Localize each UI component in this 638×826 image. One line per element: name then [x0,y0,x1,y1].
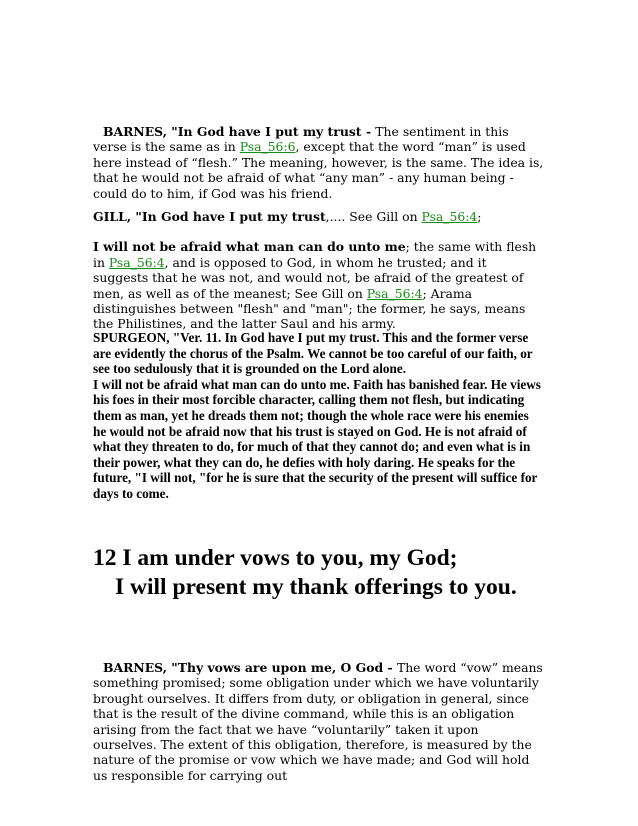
gill-text-4: , and is opposed to God, in whom he trusted; and it suggests that he was not, and would not, be afraid of the greatest of men, as well as of the meanest; See Gill on [93,254,524,301]
barnes-text: The word “vow” means something promised; some obligation under which we have voluntarily brought ourselves. It differs from duty, or obligation in general, since that is the result of the divine command, while this is an obligation arising from the fact that we have “voluntarily” taken it upon ourselves. The extent of this obligation, therefore, is measured by the nature of the promise or vow which we have made; and God will hold us responsible for carrying out [93,660,543,783]
spurgeon-commentary-v11 [93,330,545,502]
spurgeon-paragraph-1: SPURGEON, "Ver. 11. In God have I put my trust. This and the former verse are evidently the chorus of the Psalm. We cannot be too careful of our faith, or see too sedulously that it is grounded on the Lord alone. [93,330,533,377]
gill-label: GILL, "In God have I put my trust [93,209,326,224]
gill-text-2: ; [477,209,482,224]
psalm-56-4-link[interactable]: Psa_56:4 [366,285,423,301]
barnes-commentary-v11 [93,124,545,201]
verse-line-2: I will present my thank offerings to you. [115,573,517,600]
verse-12 [93,544,593,601]
spurgeon-paragraph-2: I will not be afraid what man can do unto me. Faith has banished fear. He views his foes in their most forcible character, calling them not flesh, but indicating them as man, yet he dreads them not; though the whole race were his enemies he would not be afraid now that his trust is stayed on God. He is not afraid of what they threaten to do, for much of that they cannot do; and even what is in their power, what they can do, he defies with holy daring. He speaks for the future, "I will not, "for he is sure that the security of the present will suffice for days to come. [93,376,541,501]
barnes-label: BARNES, "In God have I put my trust - [103,124,376,139]
barnes-text-1: The sentiment in this verse is the same as in [93,124,509,155]
gill-text-5: ; Arama distinguishes between "flesh" and "man"; the former, he says, means the Philistines, and the latter Saul and his army. [93,285,526,332]
gill-subheading: I will not be afraid what man can do unto me [93,239,406,255]
psalm-56-4-link[interactable]: Psa_56:4 [421,209,478,224]
psalm-56-4-link[interactable]: Psa_56:4 [108,254,165,270]
psalm-56-6-link[interactable]: Psa_56:6 [239,139,296,155]
barnes-text-2: , except that the word “man” is used here instead of “flesh.” The meaning, however, is the same. The idea is, that he would not be afraid of what “any man” - any human being - could do to him, if God was his friend. [93,139,544,201]
barnes-commentary-v12 [93,660,545,783]
gill-text-3: ; the same with flesh in [93,239,537,270]
gill-text-1: ,.... See Gill on [325,209,422,224]
gill-commentary-v11 [93,209,545,332]
barnes-label: BARNES, "Thy vows are upon me, O God - [103,660,397,675]
verse-line-1: 12 I am under vows to you, my God; [93,545,458,571]
